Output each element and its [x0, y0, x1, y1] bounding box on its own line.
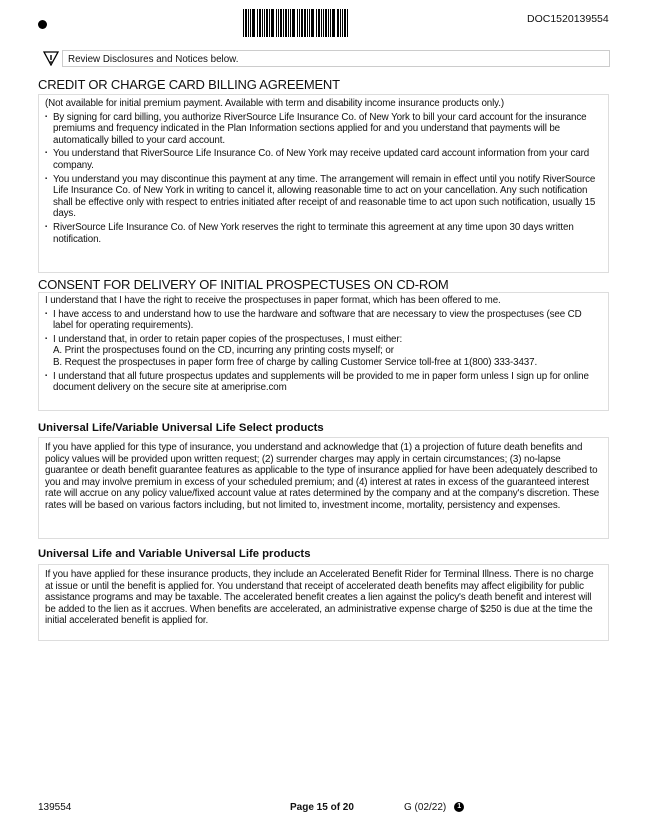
form-number: 139554 [38, 802, 72, 813]
cd-rom-consent-box [38, 292, 609, 411]
barcode-bar [323, 9, 324, 37]
barcode-bar [278, 9, 279, 37]
document-id: DOC1520139554 [527, 13, 609, 25]
barcode-bar [304, 9, 306, 37]
barcode-bar [264, 9, 265, 37]
option-a: A. Print the prospectuses found on the CD, incurring any printing costs myself; or [53, 345, 394, 357]
barcode-bar [266, 9, 268, 37]
version-badge-icon: 1 [454, 802, 464, 812]
warning-triangle-icon [43, 50, 59, 66]
barcode-bar [276, 9, 277, 37]
barcode-bar [243, 9, 244, 37]
barcode-bar [340, 9, 341, 37]
barcode-bar [337, 9, 339, 37]
barcode-bar [262, 9, 263, 37]
barcode-bar [257, 9, 258, 37]
barcode-bar [321, 9, 322, 37]
option-b: B. Request the prospectuses in paper form free of charge by calling Customer Service toll-free at 1(800) 333-3437. [53, 356, 538, 368]
barcode-bar [292, 9, 295, 37]
barcode-bar [290, 9, 291, 37]
barcode-bar [347, 9, 348, 37]
barcode-bar [283, 9, 284, 37]
section-title-ul-vul: Universal Life and Variable Universal Life products [38, 548, 311, 560]
barcode-bar [309, 9, 310, 37]
barcode-bar [269, 9, 270, 37]
barcode-bar [301, 9, 303, 37]
notice-banner: Review Disclosures and Notices below. [62, 50, 610, 67]
barcode-bar [325, 9, 327, 37]
barcode-bar [259, 9, 261, 37]
list-item: ▪ You understand that RiverSource Life Insurance Co. of New York may receive updated card account information from your card company. [45, 148, 603, 171]
barcode-bar [307, 9, 308, 37]
page-number: Page 15 of 20 [290, 802, 354, 813]
list-item: ▪ You understand you may discontinue this payment at any time. The arrangement will remain in effect until you notify RiverSource Life Insurance Co. of New York in writing to cancel it, allowing reasonable time to act on your cancellation. Any such notification shall be effective only with respect to entries initiated after receipt of and reasonable time to act upon such notification, usually 15 days. [45, 174, 603, 220]
barcode-bar [342, 9, 343, 37]
form-version [404, 802, 464, 813]
version-text: G (02/22) [404, 802, 447, 813]
ul-vul-select-box [38, 437, 609, 539]
body-text: If you have applied for these insurance products, they include an Accelerated Benefit Rider for Terminal Illness. There is no charge at issue or until the benefit is applied for. You understand that receipt of accelerated death benefits may affect eligibility for public assistance programs and may be taxable. The accelerated benefit creates a lien against the policy's death benefit and interest will be added to the lien as it accrues. When benefits are accelerated, an administrative expense charge of $250 is due at the time the initial accelerated benefit is applied for. [45, 569, 594, 627]
barcode-bar [252, 9, 255, 37]
barcode-bar [288, 9, 289, 37]
barcode-bar [299, 9, 300, 37]
ul-vul-box [38, 564, 609, 641]
barcode-bar [297, 9, 298, 37]
body-text: If you have applied for this type of insurance, you understand and acknowledge that (1) a projection of future death benefits and policy values will be provided upon written request; (2) surrender charges may apply in certain circumstances; (3) no-lapse guarantee or death benefit guarantee features as applicable to the type of insurance applied for have been adequately described to you and may involve premium in excess of your scheduled premium; and (4) interest at rates in excess of the guaranteed interest rate will accrue on any policy value/fixed account value at rates determined by the company and at the company's discretion. These rates will be based on various factors including, but not limited to, investment income, mortality, persistency and expenses. [45, 442, 600, 511]
barcode-bar [271, 9, 274, 37]
section-title-ul-vul-select: Universal Life/Variable Universal Life Select products [38, 422, 324, 434]
barcode-bar [250, 9, 251, 37]
list-item: ▪ I have access to and understand how to use the hardware and software that are necessary to view the prospectuses (see CD label for operating requirements). [45, 309, 603, 332]
registration-mark [38, 20, 47, 29]
barcode-bar [316, 9, 317, 37]
barcode-bar [344, 9, 346, 37]
barcode-bar [332, 9, 335, 37]
intro-text: (Not available for initial premium payment. Available with term and disability income insurance products only.) [45, 98, 504, 109]
card-billing-box [38, 94, 609, 273]
barcode-bar [330, 9, 331, 37]
barcode-bar [285, 9, 287, 37]
barcode [243, 9, 351, 37]
list-item: ▪ RiverSource Life Insurance Co. of New York reserves the right to terminate this agreement at any time upon 30 days written notification. [45, 222, 603, 245]
barcode-bar [318, 9, 320, 37]
list-item: ▪ By signing for card billing, you authorize RiverSource Life Insurance Co. of New York to bill your card account for the insurance premiums and frequency indicated in the Plan Information sections applied for and you understand that payments will be automatically billed to your card account. [45, 112, 603, 147]
barcode-bar [328, 9, 329, 37]
intro-text: I understand that I have the right to receive the prospectuses in paper format, which has been offered to me. [45, 295, 501, 306]
barcode-bar [280, 9, 282, 37]
barcode-bar [245, 9, 247, 37]
list-item: ▪ I understand that all future prospectus updates and supplements will be provided to me in paper form unless I sign up for online document delivery on the secure site at ameriprise.com [45, 371, 603, 394]
barcode-bar [248, 9, 249, 37]
section-title-card-billing: CREDIT OR CHARGE CARD BILLING AGREEMENT [38, 77, 340, 92]
list-item [45, 334, 603, 369]
barcode-bar [311, 9, 314, 37]
section-title-cd-rom-consent: CONSENT FOR DELIVERY OF INITIAL PROSPECTUSES ON CD-ROM [38, 277, 449, 292]
list-item-text: I understand that, in order to retain paper copies of the prospectuses, I must either: [53, 333, 403, 345]
